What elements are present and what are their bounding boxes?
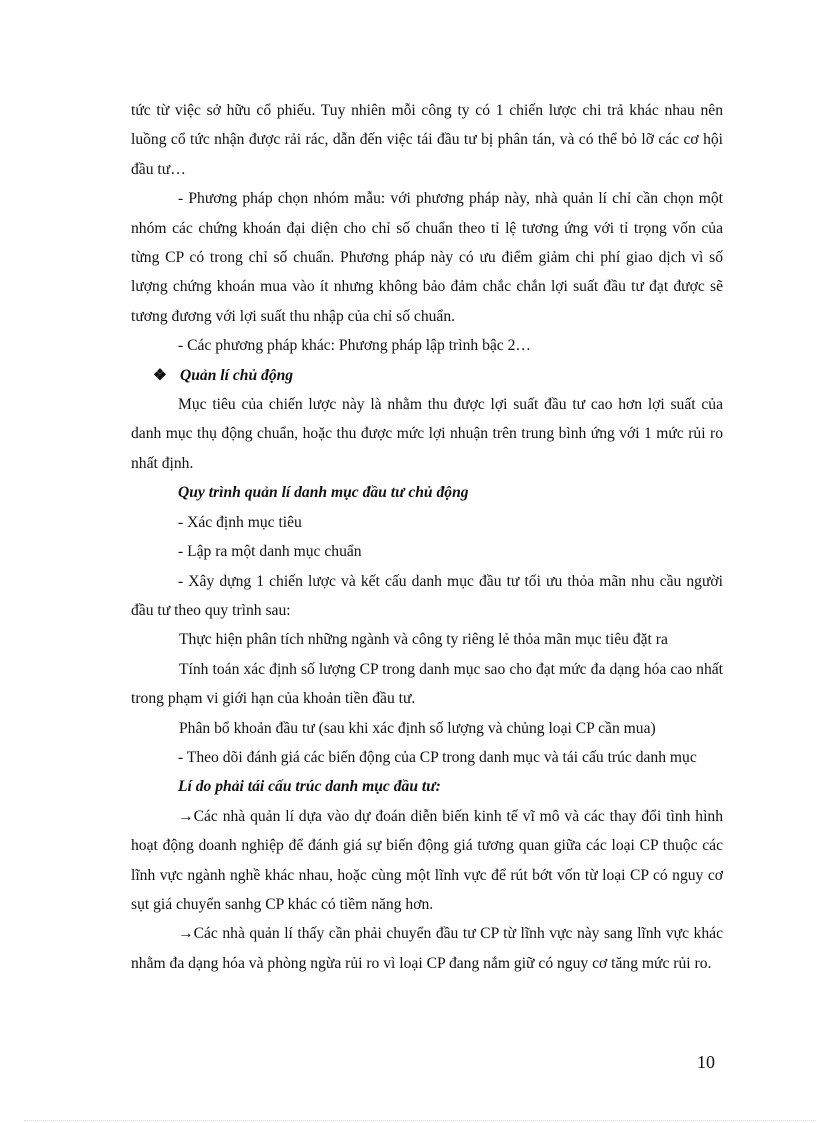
paragraph-reason-1: →Các nhà quản lí dựa vào dự đoán diễn biến kinh tế vĩ mô và các thay đổi tình hình hoạt động doanh nghiệp để đánh giá sự biến động giá tương quan giữa các loại CP thuộc các lĩnh vực ngành nghề khác nhau, hoặc cùng một lĩnh vực để rút bớt vốn từ loại CP có nguy cơ sụt giá chuyển sanhg CP khác có tiềm năng hơn. bbox=[131, 807, 723, 913]
paragraph-other-methods: - Các phương pháp khác: Phương pháp lập trình bậc 2… bbox=[178, 337, 531, 355]
heading-restructure-reason: Lí do phải tái cấu trúc danh mục đầu tư: bbox=[178, 778, 441, 796]
diamond-bullet-icon: ❖ bbox=[153, 366, 167, 384]
page-number: 10 bbox=[697, 1052, 715, 1072]
paragraph-sampling-method: - Phương pháp chọn nhóm mẫu: với phương pháp này, nhà quản lí chỉ cần chọn một nhóm các chứng khoán đại diện cho chỉ số chuẩn theo tỉ lệ tương ứng với tỉ trọng vốn của từng CP có trong chỉ số chuẩn. Phương pháp này có ưu điểm giảm chi phí giao dịch vì số lượng chứng khoán mua vào ít nhưng không bảo đảm chắc chắn lợi suất đầu tư đạt được sẽ tương đương với lợi suất thu nhập của chỉ số chuẩn. bbox=[131, 190, 723, 325]
list-item-benchmark: - Lập ra một danh mục chuẩn bbox=[178, 543, 362, 561]
paragraph-reason-2: →Các nhà quản lí thấy cần phải chuyển đầu tư CP từ lĩnh vực này sang lĩnh vực khác nhằm đa dạng hóa và phòng ngừa rủi ro vì loại CP đang nắm giữ có nguy cơ tăng mức rủi ro. bbox=[131, 925, 723, 972]
heading-active-process: Quy trình quản lí danh mục đầu tư chủ động bbox=[178, 484, 469, 502]
paragraph-dividend-continuation: tức từ việc sở hữu cổ phiếu. Tuy nhiên mỗi công ty có 1 chiến lược chi trả khác nhau nên luồng cổ tức nhận được rải rác, dẫn đến việc tái đầu tư bị phân tán, và có thể bỏ lỡ các cơ hội đầu tư… bbox=[131, 102, 723, 178]
paragraph-allocation: Phân bổ khoản đầu tư (sau khi xác định số lượng và chủng loại CP cần mua) bbox=[179, 719, 656, 737]
paragraph-active-goal: Mục tiêu của chiến lược này là nhằm thu được lợi suất đầu tư cao hơn lợi suất của danh mục thụ động chuẩn, hoặc thu được mức lợi nhuận trên trung bình ứng với 1 mức rủi ro nhất định. bbox=[131, 396, 723, 472]
paragraph-calculation: Tính toán xác định số lượng CP trong danh mục sao cho đạt mức đa dạng hóa cao nhất trong phạm vi giới hạn của khoản tiền đầu tư. bbox=[131, 660, 723, 708]
heading-active-management bbox=[131, 361, 723, 390]
paragraph-analysis: Thực hiện phân tích những ngành và công ty riêng lẻ thỏa mãn mục tiêu đặt ra bbox=[179, 631, 668, 649]
list-item-monitoring: - Theo dõi đánh giá các biến động của CP trong danh mục và tái cấu trúc danh mục bbox=[178, 748, 697, 766]
heading-active-management-text: Quản lí chủ động bbox=[180, 366, 294, 384]
list-item-define-goal: - Xác định mục tiêu bbox=[178, 513, 302, 531]
page-bottom-divider bbox=[24, 1120, 816, 1121]
page-body bbox=[131, 96, 723, 978]
list-item-build-strategy: - Xây dựng 1 chiến lược và kết cấu danh mục đầu tư tối ưu thỏa mãn nhu cầu người đầu tư theo quy trình sau: bbox=[131, 572, 723, 619]
